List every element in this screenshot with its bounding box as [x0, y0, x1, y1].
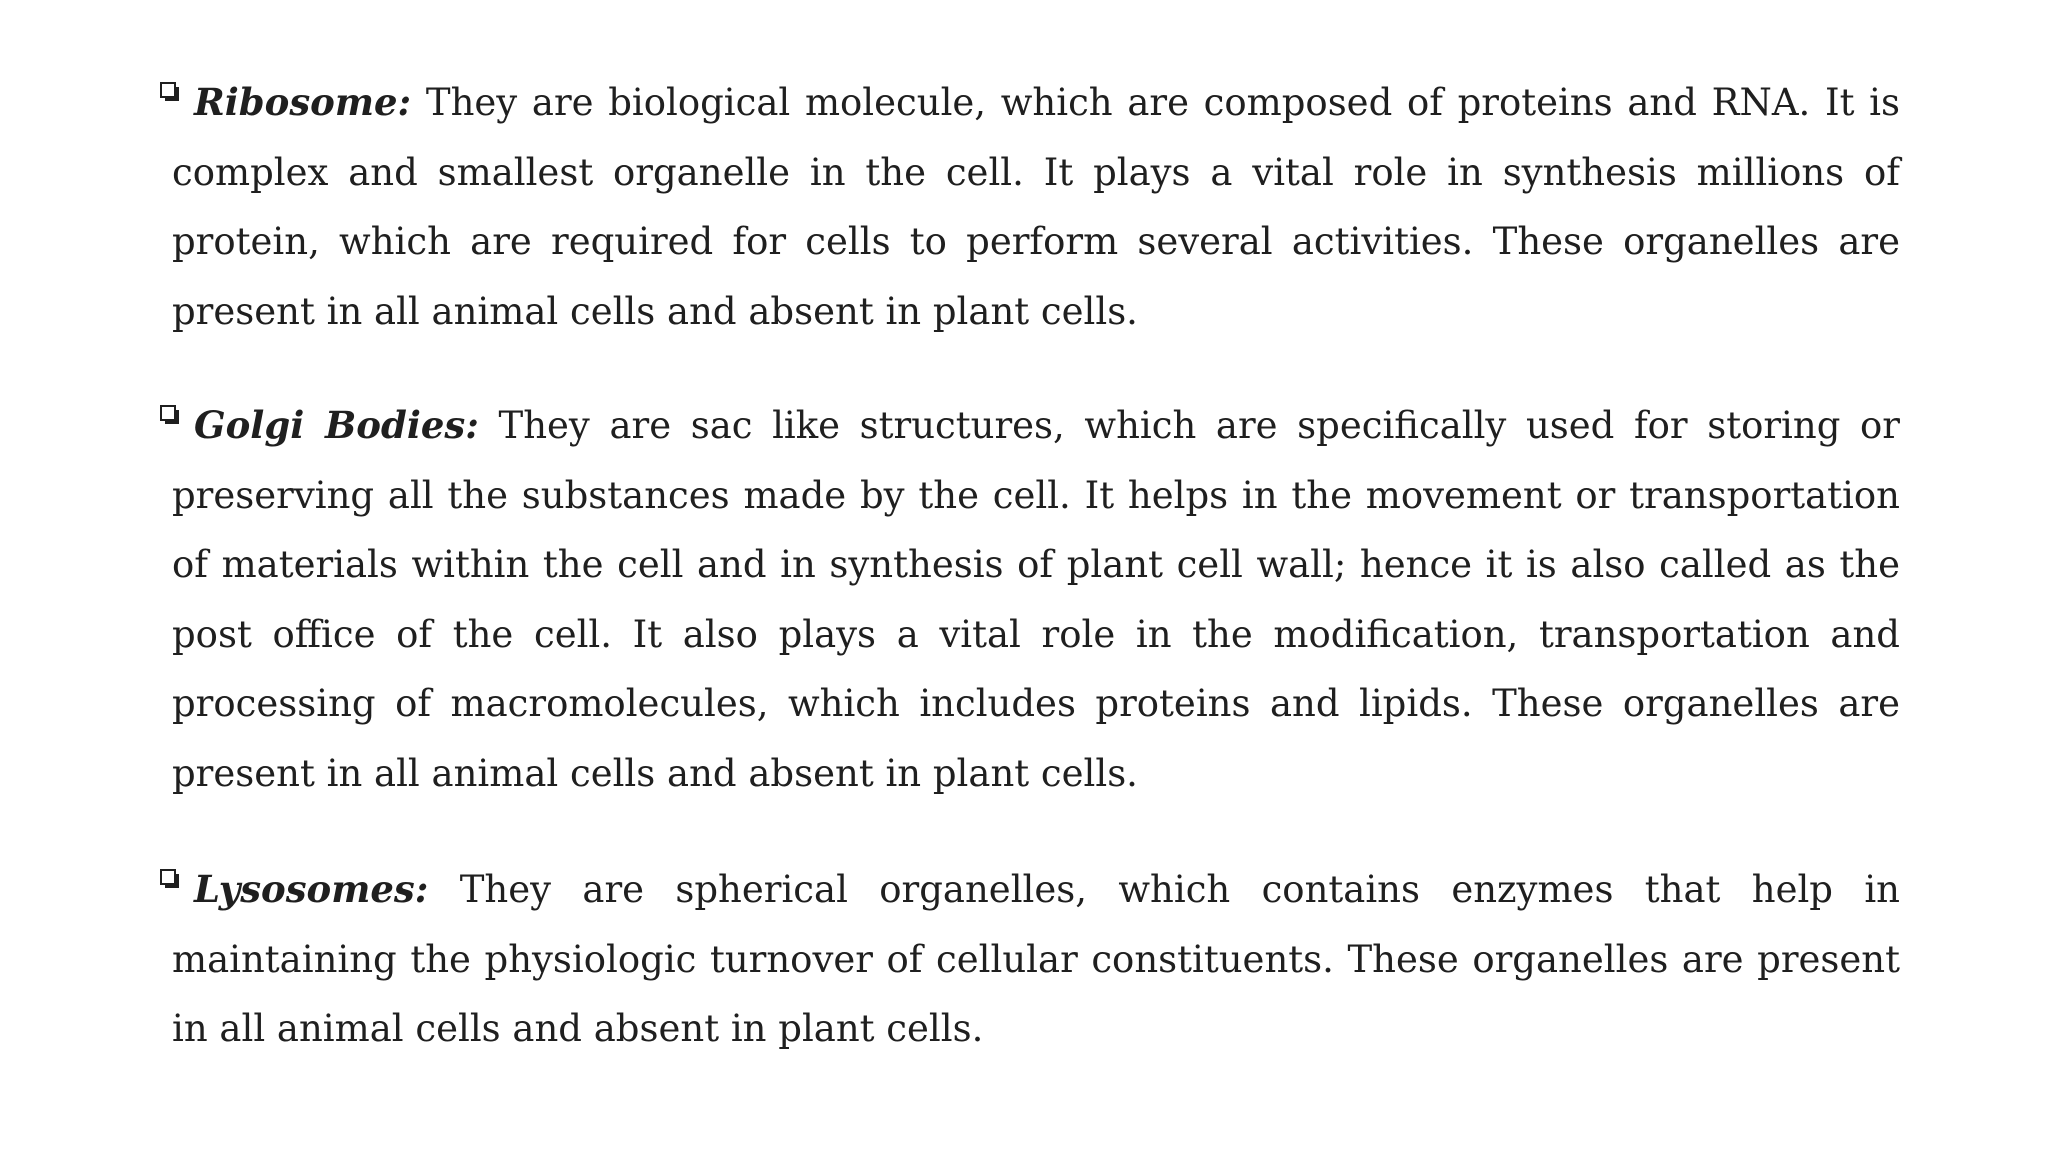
entry-term: Golgi Bodies:: [194, 403, 479, 447]
hollow-square-shadow-icon: [160, 405, 180, 425]
entry-ribosome: [160, 68, 1900, 346]
hollow-square-shadow-icon: [160, 869, 180, 889]
entry-text: They are sac like structures, which are specifically used for storing or preserving all the substances made by the cell. It helps in the movement or transportation of materials within the cell and in synthesis of plant cell wall; hence it is also called as the post office of the cell. It also plays a vital role in the modification, transportation and processing of macromolecules, which includes proteins and lipids. These organelles are present in all animal cells and absent in plant cells.: [172, 404, 1900, 795]
entry-text: They are spherical organelles, which contains enzymes that help in maintaining the physiologic turnover of cellular constituents. These organelles are present in all animal cells and absent in plant cells.: [172, 868, 1900, 1050]
entry-lysosomes: [160, 855, 1900, 1064]
entry-golgi-bodies: [160, 391, 1900, 808]
document-page: [160, 68, 1900, 1109]
hollow-square-shadow-icon: [160, 82, 180, 102]
entry-term: Ribosome:: [194, 80, 412, 124]
entry-term: Lysosomes:: [194, 867, 429, 911]
entry-text: They are biological molecule, which are composed of proteins and RNA. It is complex and smallest organelle in the cell. It plays a vital role in synthesis millions of protein, which are required for cells to perform several activities. These organelles are present in all animal cells and absent in plant cells.: [172, 81, 1900, 333]
